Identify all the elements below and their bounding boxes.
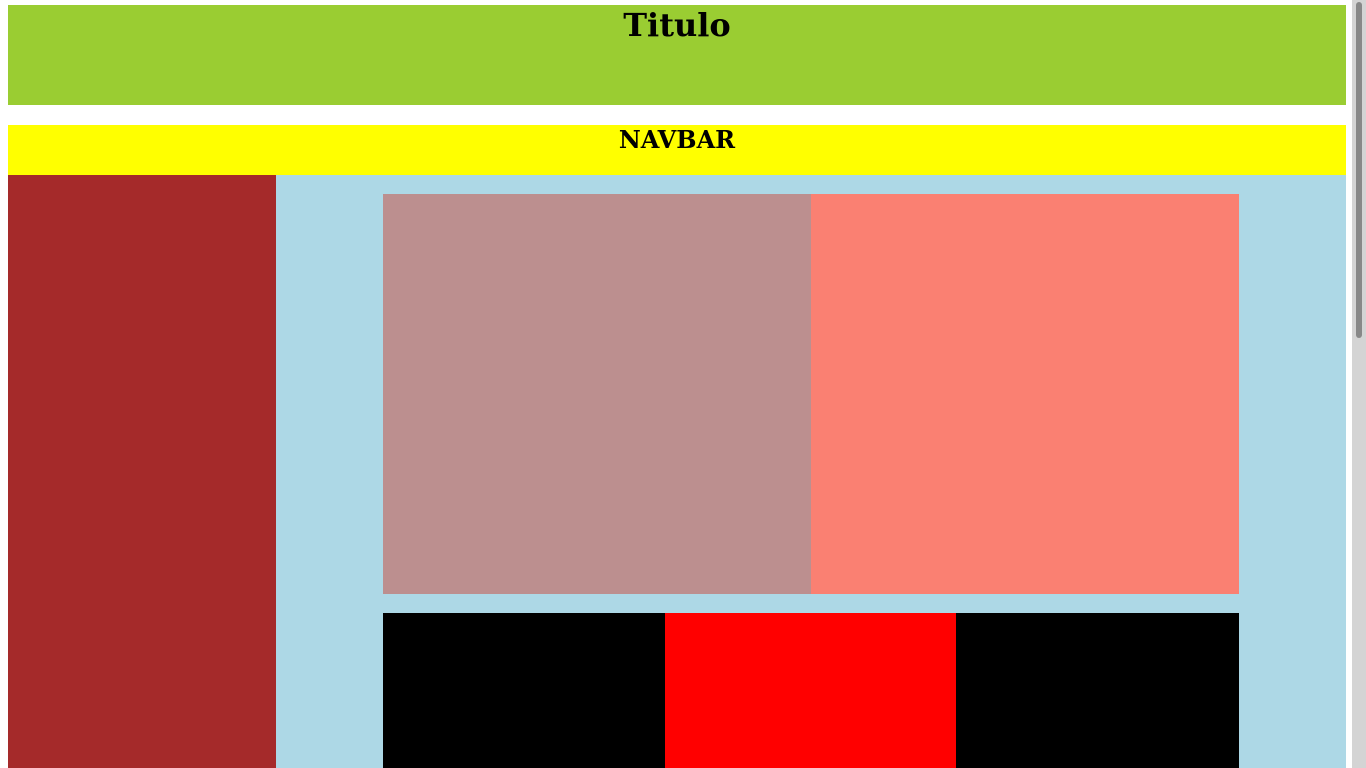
page-title: Titulo bbox=[623, 6, 731, 44]
header bbox=[8, 5, 1346, 105]
sidebar bbox=[8, 175, 276, 768]
navbar-label: NAVBAR bbox=[618, 125, 736, 154]
content-box-black-right bbox=[956, 613, 1239, 768]
vertical-scrollbar[interactable] bbox=[1352, 0, 1366, 768]
scrollbar-thumb[interactable] bbox=[1356, 2, 1362, 338]
content-box-salmon bbox=[811, 194, 1239, 594]
content-row-bottom bbox=[383, 613, 1239, 768]
content-box-rosybrown bbox=[383, 194, 811, 594]
content-row-top bbox=[383, 194, 1239, 594]
main-content bbox=[276, 175, 1346, 768]
navbar bbox=[8, 125, 1346, 175]
content-box-black-left bbox=[383, 613, 665, 768]
content-box-red bbox=[665, 613, 956, 768]
top-edge bbox=[0, 0, 1352, 3]
